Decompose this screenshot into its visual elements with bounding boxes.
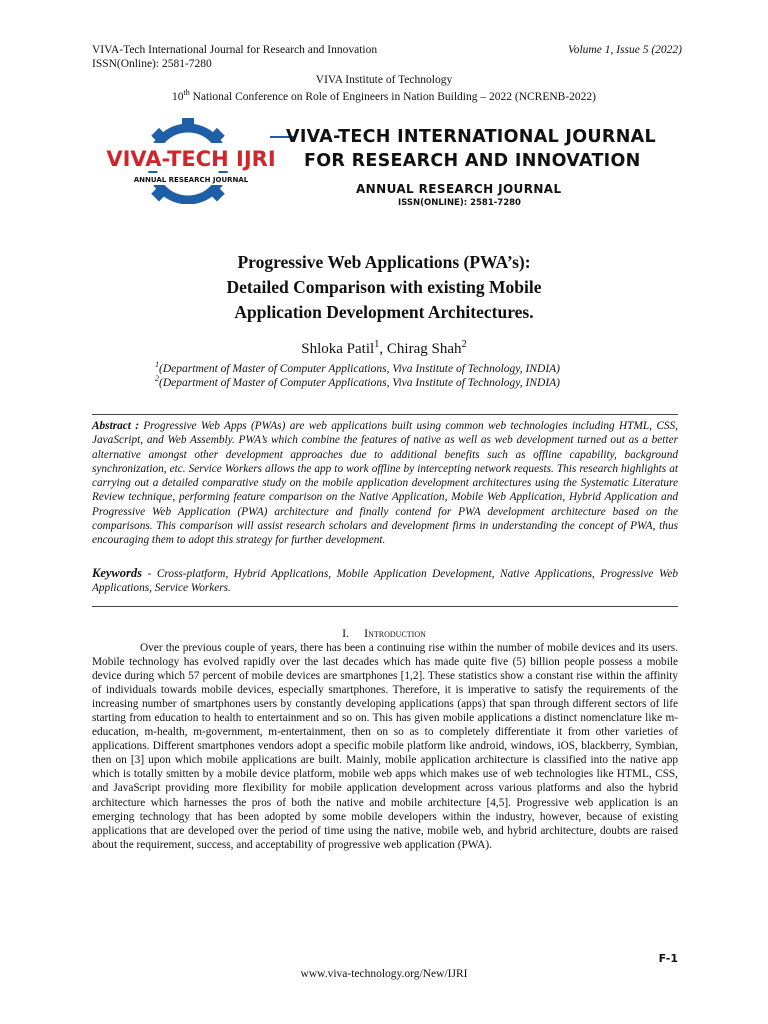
running-header-conference bbox=[0, 88, 768, 103]
introduction-paragraph: Over the previous couple of years, there has been a continuing rise within the number of mobile devices and its users. Mobile technology has evolved rapidly over the last decades which has made quite five (5) billion people possess a mobile device during which 57 percent of mobile devices are smartphones [1,2]. These statistics show a constant rise within the affinity of individuals towards mobile devices, especially smartphones. Therefore, it is imperative to satisfy the requirements of the increasing number of smartphones users by constantly developing applications (apps) that span through different sectors of life starting from education to health to entertainment and so on. This has given mobile applications a distinct nomenclature like m-education, m-health, m-government, m-entertainment, then on so as to completely differentiate it from other varieties of applications. Different smartphones vendors adopt a specific mobile platform like android, windows, iOS, blackberry, Symbian, then on [3] upon which mobile applications are built. Mainly, mobile application architecture is classified into the native app which is totally smitten by a mobile device platform, mobile web apps which makes use of web technologies like HTML, CSS, and JavaScript providing more flexibility for mobile application development across various platforms and also the hybrid architecture which harnesses the pros of both the native and mobile architecture [4,5]. Progressive web application is an emerging technology that has been adopted by some mobile developers within the industry, however, because of existing applications that are developed over the period of time using the native, mobile web, and hybrid architecture, doubts are raised about the requirement, success, and acceptability of progressive web application (PWA). bbox=[92, 642, 678, 851]
paper-title-line3: Application Development Architectures. bbox=[234, 302, 534, 322]
affiliation-mark: 1 bbox=[155, 360, 160, 369]
journal-logo bbox=[96, 116, 286, 204]
gear-logo-icon bbox=[96, 116, 286, 204]
banner-title-line2: FOR RESEARCH AND INNOVATION bbox=[304, 151, 641, 171]
section-number: I. bbox=[342, 626, 350, 640]
author-name: Shloka Patil bbox=[301, 341, 375, 357]
keywords-label: Keywords bbox=[92, 566, 142, 580]
affiliation-2 bbox=[155, 374, 560, 389]
abstract-label: Abstract : bbox=[92, 420, 140, 432]
keywords bbox=[92, 566, 678, 596]
conference-ordinal: 10 bbox=[171, 90, 184, 103]
section-heading-introduction bbox=[0, 626, 768, 641]
page-number: F-1 bbox=[658, 952, 678, 965]
author-separator: , bbox=[379, 341, 387, 357]
abstract bbox=[92, 419, 678, 548]
logo-text: VIVA-TECH IJRI bbox=[106, 147, 276, 171]
logo-subtext: ANNUAL RESEARCH JOURNAL bbox=[133, 176, 249, 184]
authors bbox=[0, 339, 768, 358]
conference-sup: th bbox=[183, 88, 190, 97]
keywords-text: - Cross-platform, Hybrid Applications, Mobile Application Development, Native Applications, Progressive Web Applications, Service Workers. bbox=[92, 568, 678, 595]
affiliation-text: (Department of Master of Computer Applications, Viva Institute of Technology, INDIA) bbox=[159, 362, 560, 375]
paper-title-line2: Detailed Comparison with existing Mobile bbox=[226, 277, 542, 297]
running-header-institute: VIVA Institute of Technology bbox=[315, 74, 453, 86]
author-affiliation-mark: 1 bbox=[374, 339, 380, 350]
affiliation-1 bbox=[155, 360, 560, 375]
section-title: Introduction bbox=[364, 626, 426, 640]
affiliation-mark: 2 bbox=[155, 374, 160, 383]
abstract-text: Progressive Web Apps (PWAs) are web applications built using common web technologies including HTML, CSS, JavaScript, and Web Assembly. PWA’s which combine the features of native as well as web development turned out as a better alternative amongst other development approaches due to additional benefits such as offline capability, background synchronization, etc. Service Workers allows the app to work offline by intercepting network requests. This research highlights at carrying out a detailed comparative study on the mobile application development architectures using the Systematic Literature Review technique, performing feature comparison on the Native Application, Mobile Web Application, Hybrid Application and Progressive Web Application (PWA) architecture and finally contend for PWA development architecture based on the comparisons. This comparison will assist research scholars and development firms in understanding the concept of PWA, thus encouraging them to adopt this strategy for further development. bbox=[92, 420, 678, 547]
banner-subtitle: ANNUAL RESEARCH JOURNAL bbox=[356, 182, 562, 196]
conference-name: National Conference on Role of Engineers in Nation Building – 2022 (NCRENB-2022) bbox=[189, 90, 597, 103]
running-header-issn: ISSN(Online): 2581-7280 bbox=[92, 58, 212, 70]
author-affiliation-mark: 2 bbox=[461, 339, 467, 350]
running-header-journal: VIVA-Tech International Journal for Research and Innovation bbox=[92, 44, 378, 56]
banner-issn: ISSN(ONLINE): 2581-7280 bbox=[398, 198, 521, 208]
author-name: Chirag Shah bbox=[386, 341, 462, 357]
paper-title-line1: Progressive Web Applications (PWA’s): bbox=[237, 252, 531, 272]
abstract-top-rule bbox=[92, 414, 678, 415]
affiliation-text: (Department of Master of Computer Applications, Viva Institute of Technology, INDIA) bbox=[159, 376, 560, 389]
abstract-bottom-rule bbox=[92, 606, 678, 607]
running-header-volume: Volume 1, Issue 5 (2022) bbox=[567, 44, 682, 56]
footer-url[interactable]: www.viva-technology.org/New/IJRI bbox=[300, 968, 468, 980]
banner-title-line1: VIVA-TECH INTERNATIONAL JOURNAL bbox=[286, 127, 656, 147]
